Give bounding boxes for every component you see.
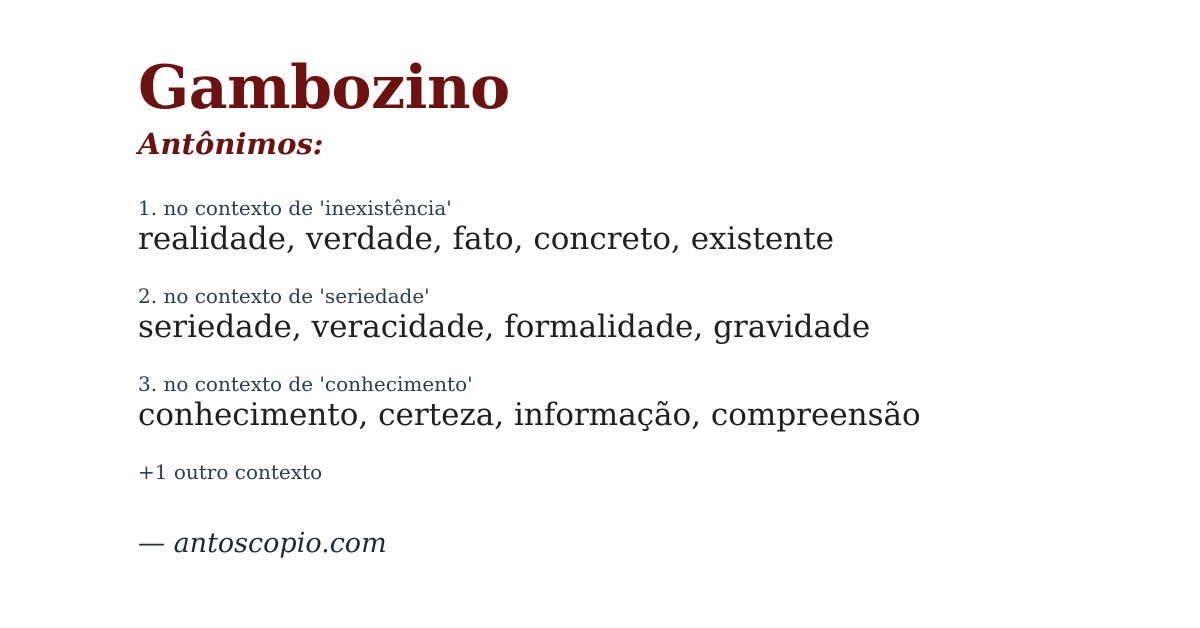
antonyms-heading: Antônimos: (138, 127, 324, 161)
antonyms-list: conhecimento, certeza, informação, compreensão (138, 397, 921, 433)
context-label: 3. no contexto de 'conhecimento' (138, 372, 473, 396)
context-label: 1. no contexto de 'inexistência' (138, 196, 452, 220)
word-title: Gambozino (138, 53, 510, 123)
context-section (138, 284, 870, 346)
context-section (138, 196, 834, 258)
more-contexts-note: +1 outro contexto (138, 460, 323, 484)
antonyms-list: realidade, verdade, fato, concreto, existente (138, 221, 834, 257)
source-attribution: — antoscopio.com (138, 528, 387, 559)
context-section (138, 372, 921, 434)
context-label: 2. no contexto de 'seriedade' (138, 284, 430, 308)
antonyms-list: seriedade, veracidade, formalidade, gravidade (138, 309, 871, 345)
